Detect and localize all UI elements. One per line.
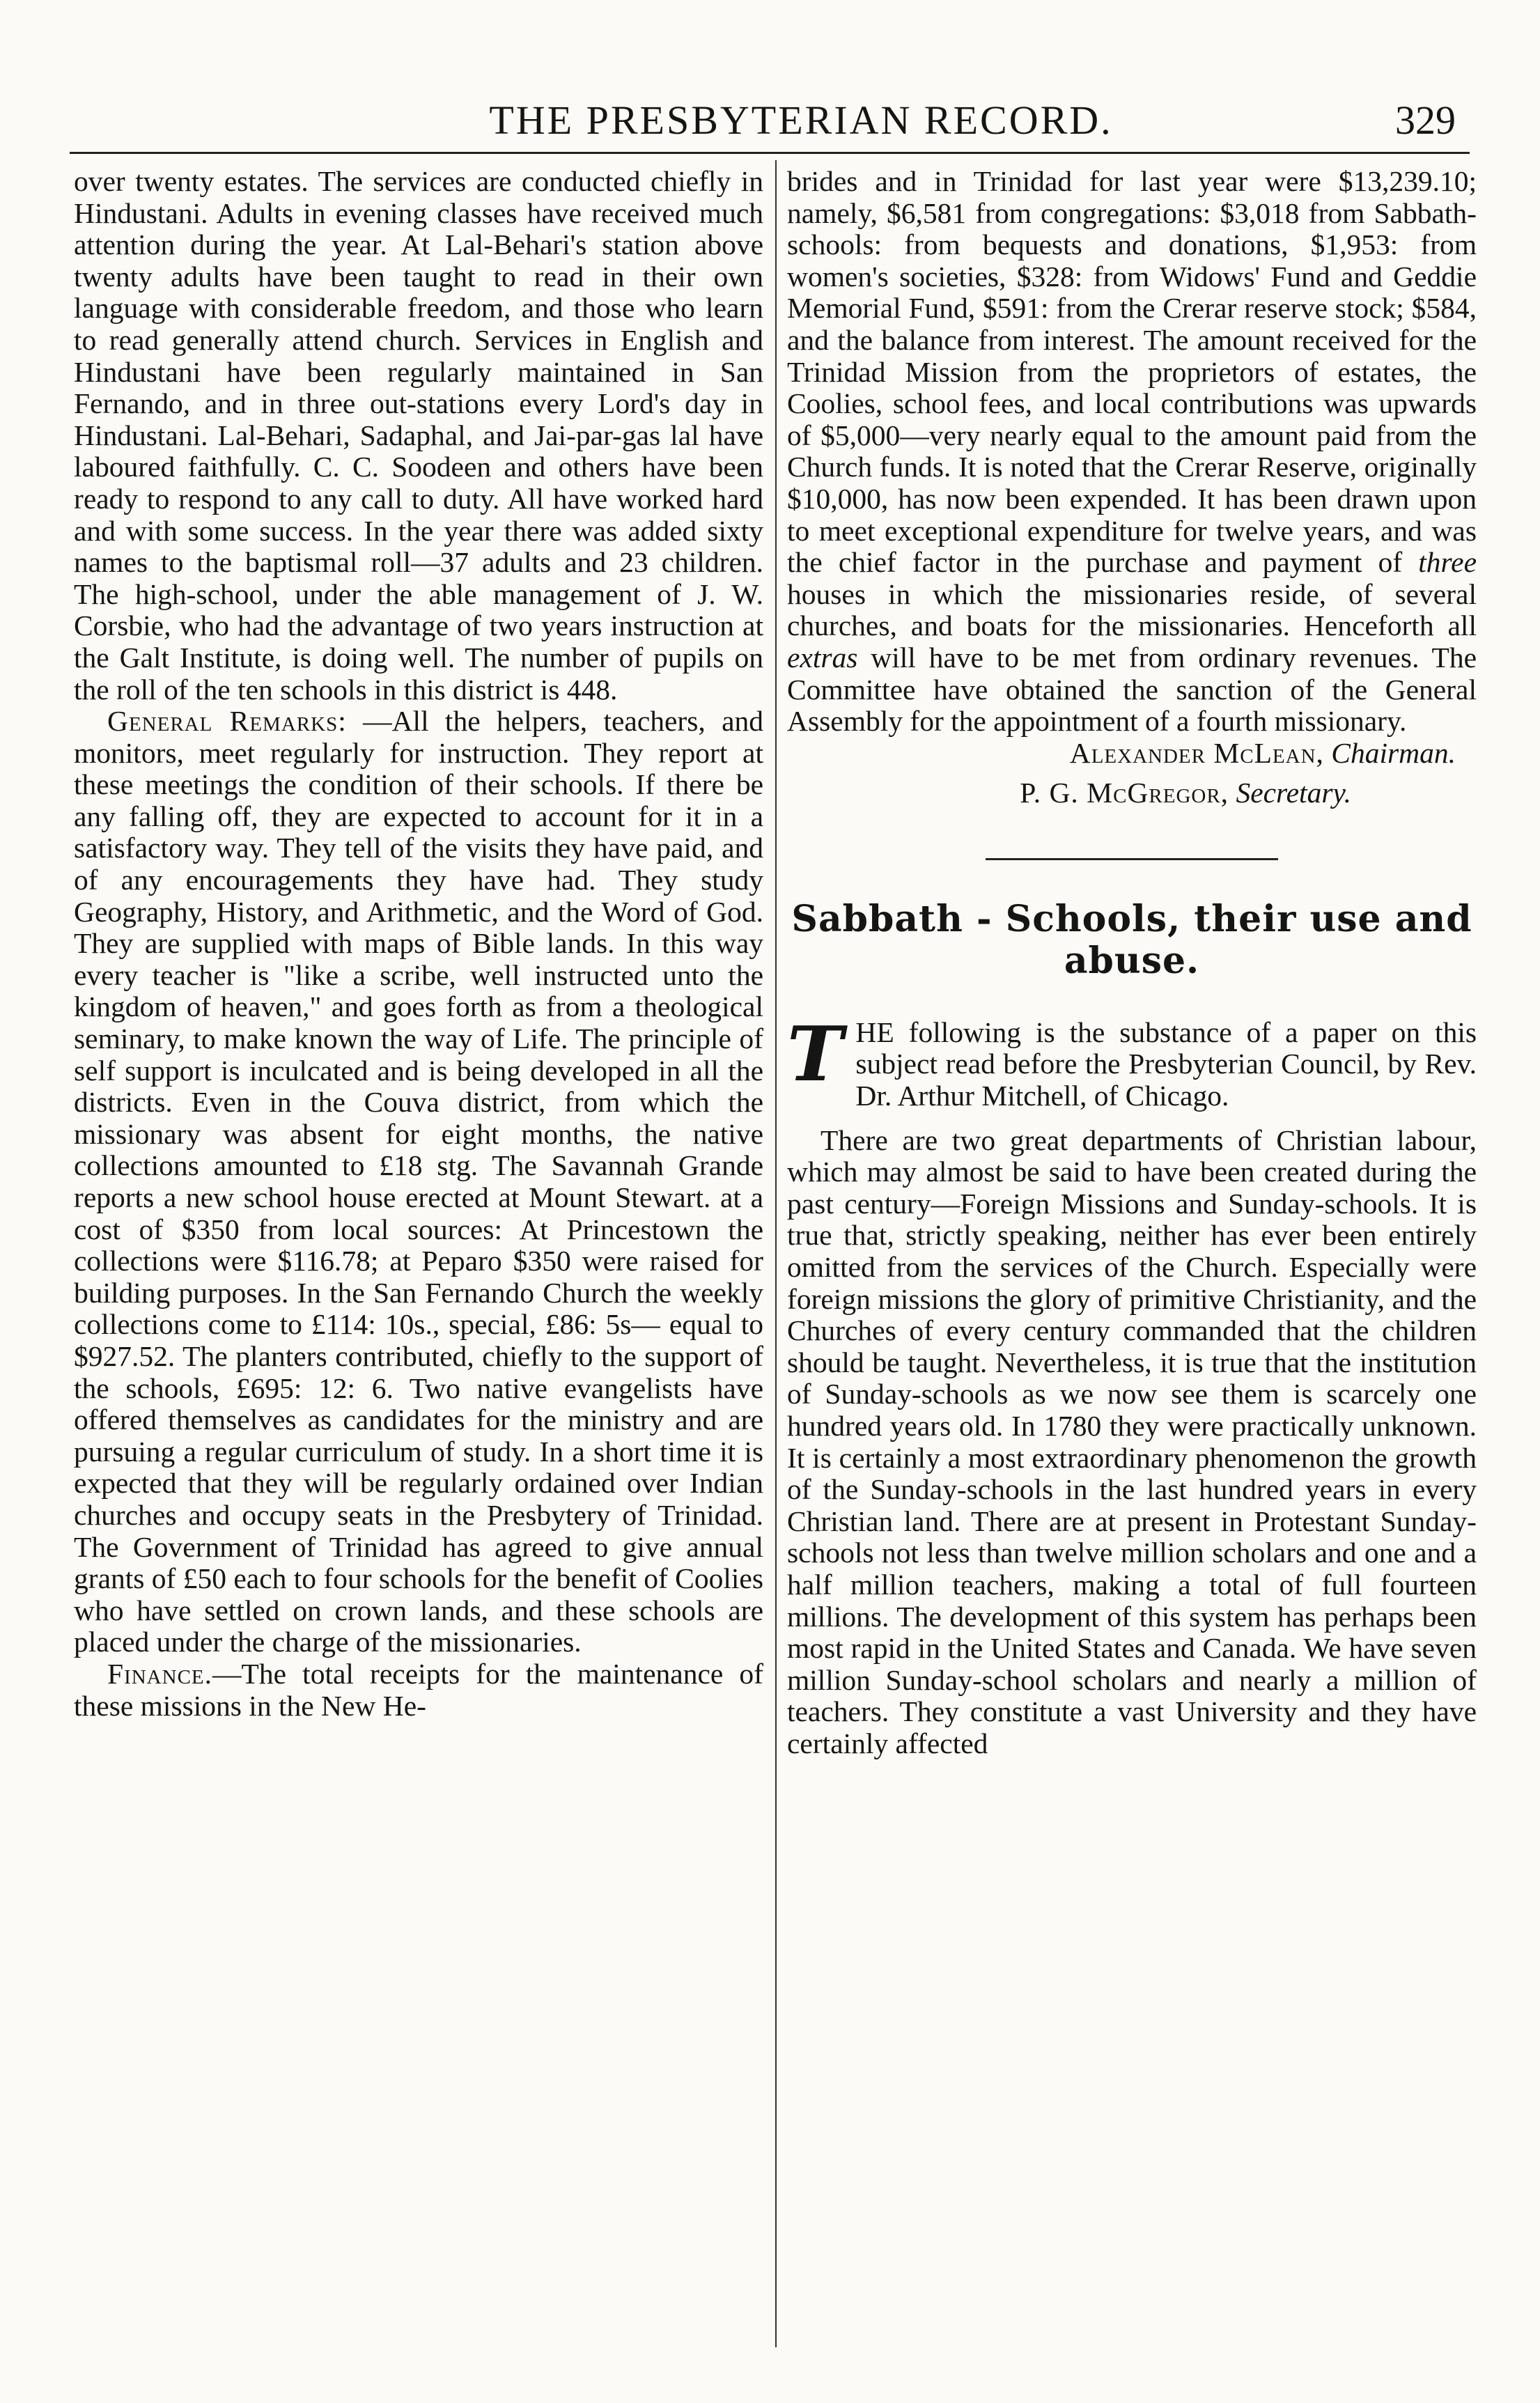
signature-secretary (787, 777, 1477, 809)
paragraph-general-remarks (74, 706, 763, 1658)
section-divider (986, 858, 1278, 860)
finance-continued-c: will have to be met from ordinary revenues. The Committee have obtained the sanction of the General Assembly for the appointment of a fourth missionary. (787, 641, 1477, 738)
secretary-name: P. G. McGregor, (1020, 777, 1229, 809)
chairman-name: Alexander McLean, (1069, 736, 1324, 769)
paragraph-intro (787, 1010, 1477, 1112)
secretary-role: Secretary. (1236, 777, 1351, 809)
finance-text: —The total receipts for the maintenance of these missions in the New He- (74, 1657, 763, 1722)
article-title: Sabbath - Schools, their use and abuse. (791, 897, 1472, 982)
intro-text: HE following is the substance of a paper on this subject read before the Presbyterian Council, by Rev. Dr. Arthur Mitchell, of Chicago. (855, 1016, 1477, 1112)
left-column (74, 166, 763, 2360)
paragraph-finance (74, 1658, 763, 1722)
general-remarks-text: —All the helpers, teachers, and monitors, meet regularly for instruction. They report at these meetings the condition of their schools. If there be any falling off, they are expected to account for it in a satisfactory way. They tell of the visits they have paid, and of any encouragements they have had. They study Geography, History, and Arithmetic, and the Word of God. They are supplied with maps of Bible lands. In this way every teacher is "like a scribe, well instructed unto the kingdom of heaven," and goes forth as from a theological seminary, to make known the way of Life. The principle of self support is inculcated and is being developed in all the districts. Even in the Couva district, from which the missionary was absent for eight months, the native collections amounted to £18 stg. The Savannah Grande reports a new school house erected at Mount Stewart. at a cost of $350 from local sources: At Princestown the collections were $116.78; at Peparo $350 were raised for building purposes. In the San Fernando Church the weekly collections come to £114: 10s., special, £86: 5s— equal to $927.52. The planters contributed, chiefly to the support of the schools, £695: 12: 6. Two native evangelists have offered themselves as candidates for the ministry and are pursuing a regular curriculum of study. In a short time it is expected that they will be regularly ordained over Indian churches and occupy seats in the Presbytery of Trinidad. The Government of Trinidad has agreed to give annual grants of £50 each to four schools for the benefit of Coolies who have settled on crown lands, and these schools are placed under the charge of the missionaries. (74, 705, 763, 1658)
finance-continued-b: houses in which the missionaries reside, of several churches, and boats for the missionaries. Henceforth all (787, 577, 1477, 642)
journal-title: THE PRESBYTERIAN RECORD. (489, 98, 1113, 143)
page-number: 329 (1395, 98, 1456, 143)
signature-chairman (787, 738, 1477, 770)
column-divider (775, 160, 777, 2347)
paragraph-sunday-schools: There are two great departments of Christian labour, which may almost be said to have been created during the past century—Foreign Missions and Sunday-schools. It is true that, strictly speaking, neither has ever been entirely omitted from the services of the Church. Especially were foreign missions the glory of primitive Christianity, and the Churches of every century commanded that the children should be taught. Nevertheless, it is true that the institution of Sunday-schools as we now see them is scarcely one hundred years old. In 1780 they were practically unknown. It is certainly a most extraordinary phenomenon the growth of the Sunday-schools in the last hundred years in every Christian land. There are at present in Protestant Sunday-schools not less than twelve million scholars and one and a half million teachers, making a total of full fourteen millions. The development of this system has perhaps been most rapid in the United States and Canada. We have seven million Sunday-school scholars and nearly a million of teachers. They constitute a vast University and they have certainly affected (787, 1123, 1477, 1759)
right-column (787, 166, 1477, 2360)
italic-extras: extras (787, 641, 858, 674)
finance-continued-a: brides and in Trinidad for last year were $13,239.10; namely, $6,581 from congregations: $3,018 from Sabbath-schools: from bequests and donations, $1,953: from women's societies, $328: from Widows' Fund and Geddie Memorial Fund, $591: from the Crerar reserve stock; $584, and the balance from interest. The amount received for the Trinidad Mission from the proprietors of estates, the Coolies, school fees, and local contributions was upwards of $5,000—very nearly equal to the amount paid from the Church funds. It is noted that the Crerar Reserve, originally $10,000, has now been expended. It has been drawn upon to meet exceptional expenditure for twelve years, and was the chief factor in the purchase and payment of (787, 166, 1477, 579)
drop-cap: T (787, 1010, 843, 1098)
finance-label: Finance. (107, 1657, 212, 1690)
italic-three: three (1418, 546, 1477, 579)
header-rule (70, 152, 1470, 154)
paragraph-finance-continued (787, 166, 1477, 738)
paragraph-trinidad-stations: over twenty estates. The services are conducted chiefly in Hindustani. Adults in evening classes have received much attention during the year. At Lal-Behari's station above twenty adults have been taught to read in their own language with considerable freedom, and those who learn to read generally attend church. Services in English and Hindustani have been regularly maintained in San Fernando, and in three out-stations every Lord's day in Hindustani. Lal-Behari, Sadaphal, and Jai-par-gas lal have laboured faithfully. C. C. Soodeen and others have been ready to respond to any call to duty. All have worked hard and with some success. In the year there was added sixty names to the baptismal roll—37 adults and 23 children. The high-school, under the able management of J. W. Corsbie, who had the advantage of two years instruction at the Galt Institute, is doing well. The number of pupils on the roll of the ten schools in this district is 448. (74, 166, 763, 706)
page-header (70, 98, 1470, 143)
chairman-role: Chairman. (1331, 736, 1456, 769)
general-remarks-label: General Remarks: (107, 705, 347, 738)
